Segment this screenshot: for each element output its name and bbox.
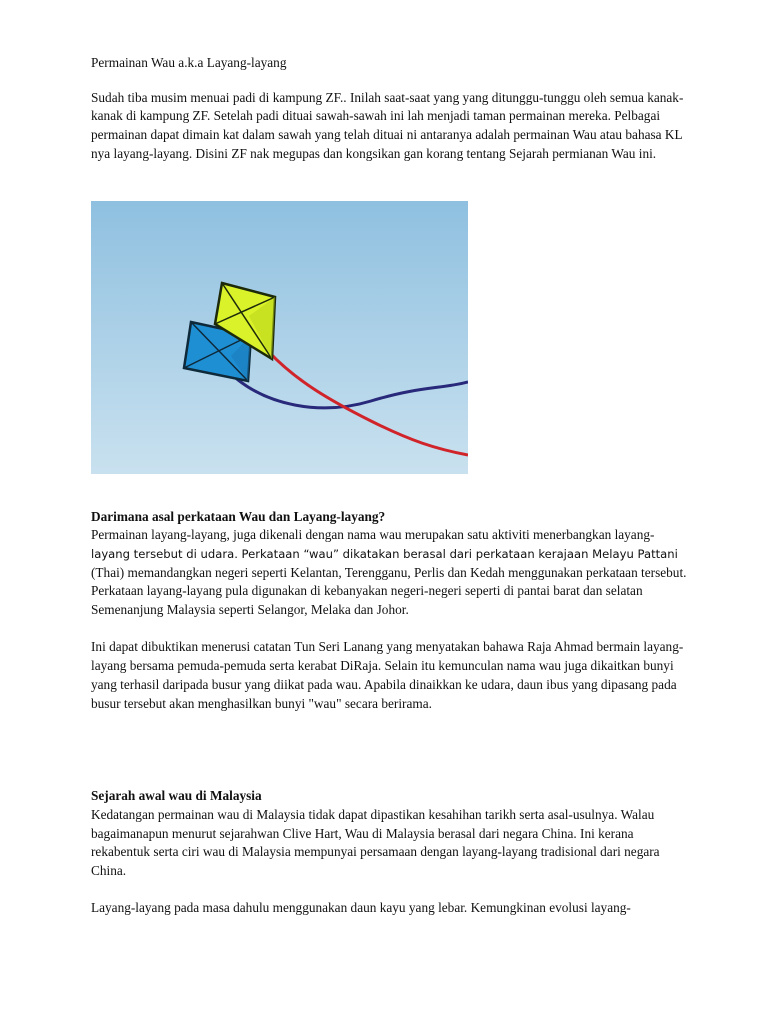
document-content — [91, 54, 691, 918]
section2-heading: Sejarah awal wau di Malaysia — [91, 788, 262, 804]
intro-paragraph: Sudah tiba musim menuai padi di kampung ZF.. Inilah saat-saat yang yang ditunggu-tunggu oleh semua kanak-kanak di kampung ZF. Setelah padi dituai sawah-sawah ini lah menjadi taman permainan mereka. Pelbagai permainan dapat dimain kat dalam sawah yang telah dituai ni antaranya adalah permainan Wau atau bahasa KL nya layang-layang. Disini ZF nak megupas dan kongsikan gan korang tentang Sejarah permianan Wau ini. — [91, 89, 684, 161]
section1-p1-line3: (Thai) memandangkan negeri seperti Kelantan, Terengganu, Perlis dan Kedah menggunakan perkataan tersebut. — [91, 564, 687, 580]
spacer — [91, 620, 691, 639]
section1-p1-line2: layang tersebut di udara. Perkataan “wau” dikatakan berasal dari perkataan kerajaan Melayu Pattani — [91, 546, 678, 561]
section1-heading: Darimana asal perkataan Wau dan Layang-layang? — [91, 508, 386, 524]
section1-p2: Perkataan layang-layang pula digunakan di kebanyakan negeri-negeri seperti di pantai barat dan selatan Semenanjung Malaysia seperti Selangor, Melaka dan Johor. — [91, 583, 643, 618]
section1-p3: Ini dapat dibuktikan menerusi catatan Tun Seri Lanang yang menyatakan bahawa Raja Ahmad bermain layang-layang bersama pemuda-pemuda serta kerabat DiRaja. Selain itu kemunculan nama wau juga dikaitkan bunyi yang terhasil daripada busur yang diikat pada wau. Apabila dinaikkan ke udara, daun ibus yang dipasang pada busur tersebut akan menghasilkan bunyi "wau" secara berirama. — [91, 639, 684, 711]
sky-background — [91, 201, 468, 474]
kite-photo — [91, 201, 468, 474]
section2-p2: Layang-layang pada masa dahulu menggunakan daun kayu yang lebar. Kemungkinan evolusi layang- — [91, 900, 631, 916]
spacer — [91, 881, 691, 900]
document-title: Permainan Wau a.k.a Layang-layang — [91, 55, 287, 70]
section2-p1: Kedatangan permainan wau di Malaysia tidak dapat dipastikan kesahihan tarikh serta asal-usulnya. Walau bagaimanapun menurut sejarahwan Clive Hart, Wau di Malaysia berasal dari negara China. Ini kerana rekabentuk serta ciri wau di Malaysia mempunyai persamaan dengan layang-layang tradisional dari negara China. — [91, 806, 660, 879]
section1-p1-line1: Permainan layang-layang, juga dikenali dengan nama wau merupakan satu aktiviti menerbangkan layang- — [91, 527, 655, 543]
spacer — [91, 713, 691, 787]
